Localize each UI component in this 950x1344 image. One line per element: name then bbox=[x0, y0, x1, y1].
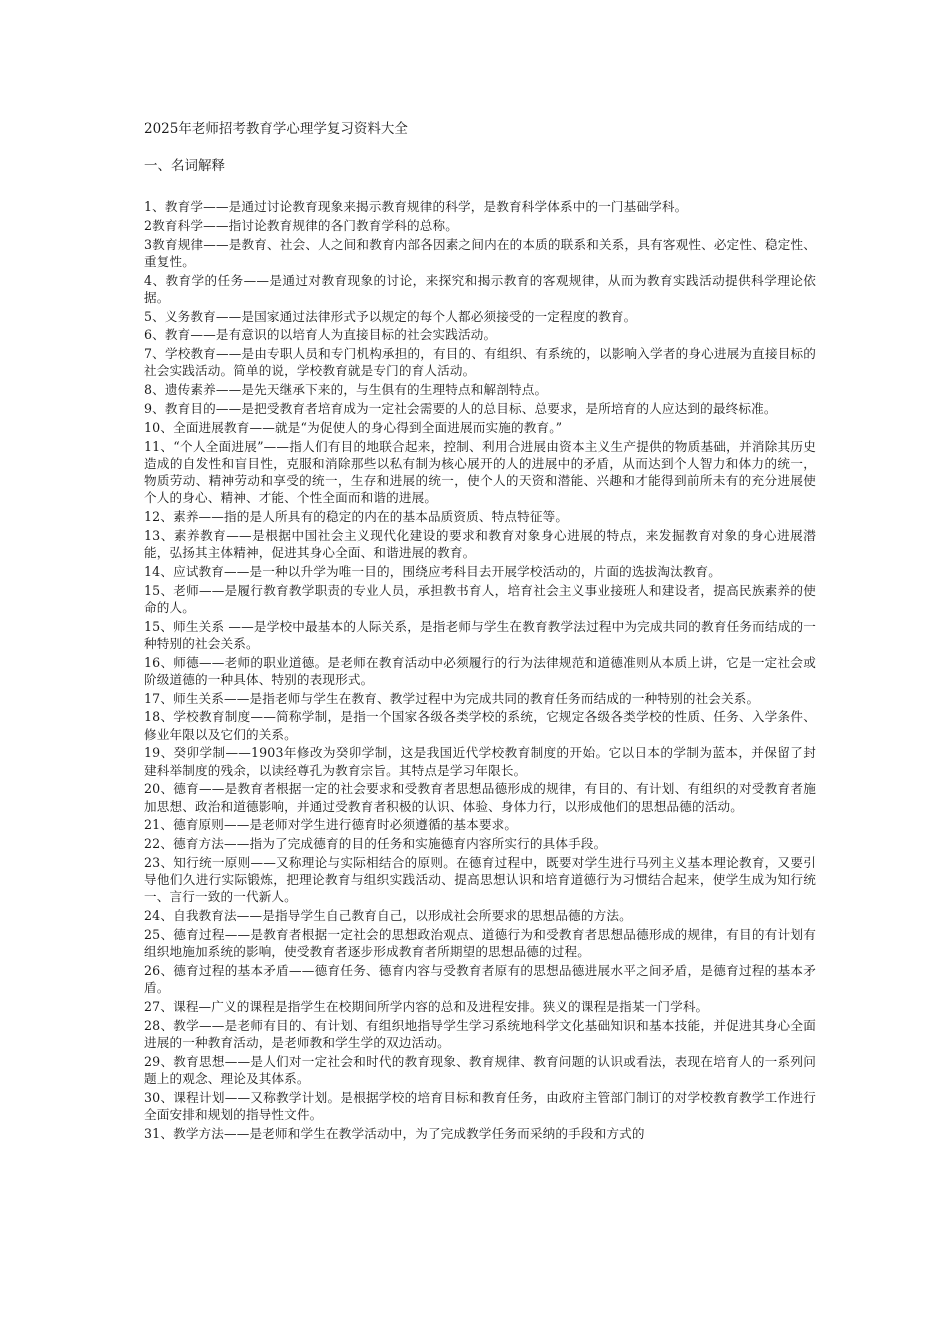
glossary-entry: 27、课程—广义的课程是指学生在校期间所学内容的总和及进程安排。狭义的课程是指某一门学科。 bbox=[144, 998, 709, 1014]
glossary-entry: 19、癸卯学制——1903年修改为癸卯学制，这是我国近代学校教育制度的开始。它以日本的学制为蓝本，并保留了封建科举制度的残余，以读经尊孔为教育宗旨。其特点是学习年限长。 bbox=[144, 745, 816, 778]
glossary-entry: 26、德育过程的基本矛盾——德育任务、德育内容与受教育者原有的思想品德进展水平之间矛盾，是德育过程的基本矛盾。 bbox=[144, 962, 816, 996]
glossary-entry: 12、素养——指的是人所具有的稳定的内在的基本品质资质、特点特征等。 bbox=[144, 508, 569, 524]
glossary-entry: 9、教育目的——是把受教育者培育成为一定社会需要的人的总目标、总要求，是所培育的人应达到的最终标准。 bbox=[144, 400, 777, 416]
glossary-entry: 15、老师——是履行教育教学职责的专业人员，承担教书育人，培育社会主义事业接班人和建设者，提高民族素养的使命的人。 bbox=[144, 582, 816, 615]
glossary-entry: 31、教学方法——是老师和学生在教学活动中，为了完成教学任务而采纳的手段和方式的 bbox=[144, 1125, 645, 1141]
glossary-entry: 10、全面进展教育——就是“为促使人的身心得到全面进展而实施的教育。” bbox=[144, 419, 563, 435]
glossary-entry: 21、德育原则——是老师对学生进行德育时必须遵循的基本要求。 bbox=[144, 817, 518, 833]
glossary-entry: 8、遗传素养——是先天继承下来的，与生俱有的生理特点和解剖特点。 bbox=[144, 382, 548, 398]
glossary-entry: 2教育科学——指讨论教育规律的各门教育学科的总称。 bbox=[144, 217, 459, 233]
glossary-entry: 11、“个人全面进展”——指人们有目的地联合起来，控制、利用合进展由资本主义生产提供的物质基础，并消除其历史造成的自发性和盲目性，克服和消除那些以私有制为核心展开的人的进展中的矛盾，从而达到个人智力和体力的统一，物质劳动、精神劳动和享受的统一，生存和进展的统一，使个人的天资和潜能、兴趣和才能得到前所未有的充分进展使个人的身心、精神、才能、个性全面而和谐的进展。 bbox=[144, 438, 816, 506]
glossary-entry: 22、德育方法——指为了完成德育的目的任务和实施德育内容所实行的具体手段。 bbox=[144, 836, 607, 852]
glossary-entry: 13、素养教育——是根据中国社会主义现代化建设的要求和教育对象身心进展的特点，来发掘教育对象的身心进展潜能，弘扬其主体精神，促进其身心全面、和谐进展的教育。 bbox=[144, 527, 816, 560]
document-page bbox=[144, 120, 816, 1144]
glossary-entry: 29、教育思想——是人们对一定社会和时代的教育现象、教育规律、教育问题的认识或看法，表现在培育人的一系列问题上的观念、理论及其体系。 bbox=[144, 1053, 816, 1086]
glossary-entry: 4、教育学的任务——是通过对教育现象的讨论，来探究和揭示教育的客观规律，从而为教育实践活动提供科学理论依据。 bbox=[144, 272, 816, 305]
glossary-entry: 16、师德——老师的职业道德。是老师在教育活动中必须履行的行为法律规范和道德准则从本质上讲，它是一定社会或阶级道德的一种具体、特别的表现形式。 bbox=[144, 654, 816, 687]
glossary-entry: 1、教育学——是通过讨论教育现象来揭示教育规律的科学，是教育科学体系中的一门基础学科。 bbox=[144, 199, 688, 214]
glossary-entry: 28、教学——是老师有目的、有计划、有组织地指导学生学习系统地科学文化基础知识和基本技能，并促进其身心全面进展的一种教育活动，是老师教和学生学的双边活动。 bbox=[144, 1017, 816, 1050]
glossary-entry: 18、学校教育制度——简称学制，是指一个国家各级各类学校的系统，它规定各级各类学校的性质、任务、入学条件、修业年限以及它们的关系。 bbox=[144, 709, 816, 742]
section-heading: 一、名词解释 bbox=[144, 158, 225, 174]
glossary-entry: 3教育规律——是教育、社会、人之间和教育内部各因素之间内在的本质的联系和关系，具有客观性、必定性、稳定性、重复性。 bbox=[144, 236, 816, 269]
glossary-entry: 17、师生关系——是指老师与学生在教育、教学过程中为完成共同的教育任务而结成的一种特别的社会关系。 bbox=[144, 690, 760, 706]
glossary-entry: 24、自我教育法——是指导学生自己教育自己，以形成社会所要求的思想品德的方法。 bbox=[144, 908, 632, 924]
glossary-entry: 25、德育过程——是教育者根据一定社会的思想政治观点、道德行为和受教育者思想品德形成的规律，有目的有计划有组织地施加系统的影响，使受教育者逐步形成教育者所期望的思想品德的过程。 bbox=[144, 926, 816, 960]
glossary-entry: 6、教育——是有意识的以培育人为直接目标的社会实践活动。 bbox=[144, 327, 497, 343]
glossary-entry: 15、师生关系 ——是学校中最基本的人际关系，是指老师与学生在教育教学法过程中为完成共同的教育任务而结成的一种特别的社会关系。 bbox=[144, 618, 816, 651]
glossary-entry-list bbox=[144, 198, 816, 1142]
glossary-entry: 14、应试教育——是一种以升学为唯一目的，围绕应考科目去开展学校活动的，片面的选拔淘汰教育。 bbox=[144, 563, 722, 579]
glossary-entry: 20、德育——是教育者根据一定的社会要求和受教育者思想品德形成的规律，有目的、有计划、有组织的对受教育者施加思想、政治和道德影响，并通过受教育者积极的认识、体验、身体力行，以形成他们的思想品德的活动。 bbox=[144, 781, 816, 814]
glossary-entry: 7、学校教育——是由专职人员和专门机构承担的，有目的、有组织、有系统的，以影响入学者的身心进展为直接目标的社会实践活动。简单的说，学校教育就是专门的育人活动。 bbox=[144, 346, 816, 379]
document-title: 2025年老师招考教育学心理学复习资料大全 bbox=[144, 121, 408, 137]
glossary-entry: 30、课程计划——又称教学计划。是根据学校的培育目标和教育任务，由政府主管部门制订的对学校教育教学工作进行全面安排和规划的指导性文件。 bbox=[144, 1089, 816, 1122]
glossary-entry: 23、知行统一原则——又称理论与实际相结合的原则。在德育过程中，既要对学生进行马列主义基本理论教育，又要引导他们久进行实际锻炼，把理论教育与组织实践活动、提高思想认识和培育道德行为习惯结合起来，使学生成为知行统一、言行一致的一代新人。 bbox=[144, 854, 816, 905]
glossary-entry: 5、义务教育——是国家通过法律形式予以规定的每个人都必须接受的一定程度的教育。 bbox=[144, 308, 637, 324]
